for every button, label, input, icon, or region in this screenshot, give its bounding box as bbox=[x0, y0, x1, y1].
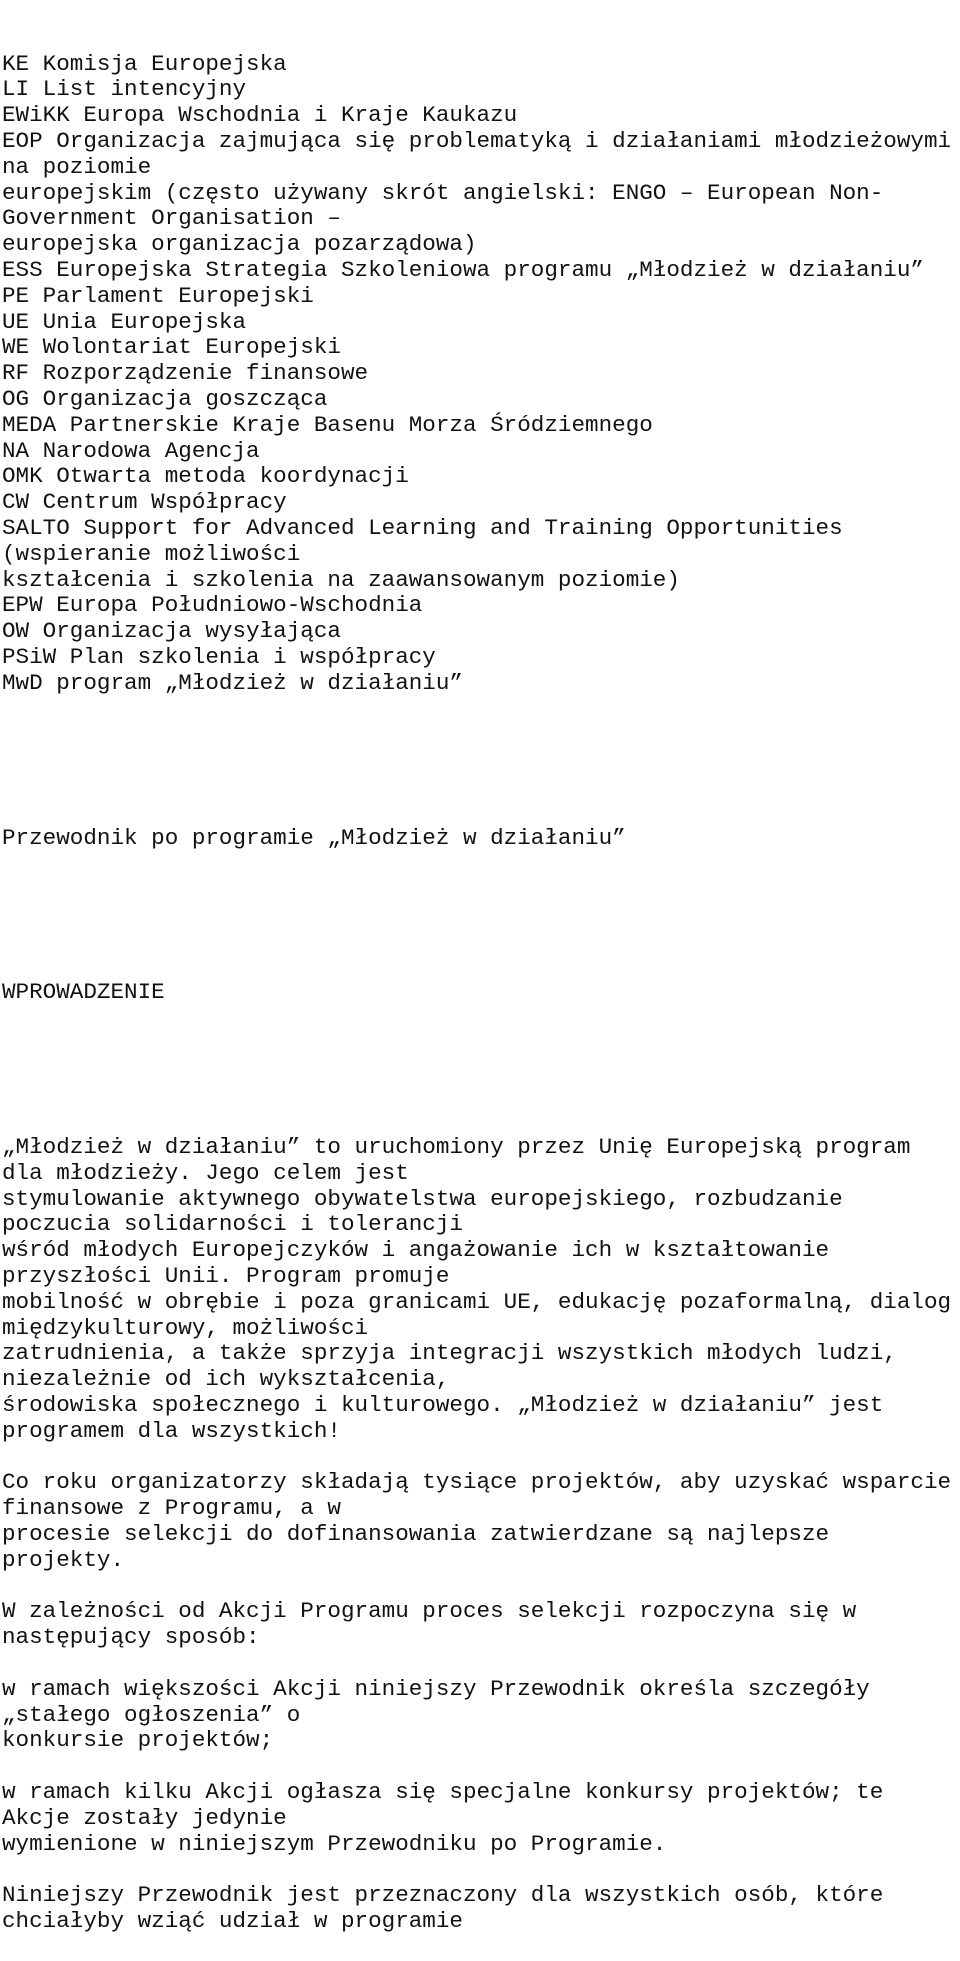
guide-title: Przewodnik po programie „Młodzież w działaniu” bbox=[2, 824, 626, 851]
blank-line bbox=[2, 1058, 958, 1084]
abbreviation-line: (wspieranie możliwości bbox=[2, 540, 301, 567]
abbreviation-line: europejska organizacja pozarządowa) bbox=[2, 231, 477, 258]
paragraph-line: Niniejszy Przewodnik jest przeznaczony dla wszystkich osób, które bbox=[2, 1882, 884, 1909]
abbreviation-line: EWiKK Europa Wschodnia i Kraje Kaukazu bbox=[2, 102, 518, 129]
paragraph-line: konkursie projektów; bbox=[2, 1727, 274, 1754]
paragraph-line: niezależnie od ich wykształcenia, bbox=[2, 1366, 450, 1393]
paragraph-line: Co roku organizatorzy składają tysiące projektów, aby uzyskać wsparcie bbox=[2, 1469, 952, 1496]
abbreviation-line: RF Rozporządzenie finansowe bbox=[2, 360, 369, 387]
abbreviation-list bbox=[2, 52, 958, 697]
blank-line bbox=[2, 1857, 958, 1883]
abbreviation-line: NA Narodowa Agencja bbox=[2, 437, 260, 464]
abbreviation-line: OMK Otwarta metoda koordynacji bbox=[2, 463, 409, 490]
paragraph-line: międzykulturowy, możliwości bbox=[2, 1314, 369, 1341]
abbreviation-line: OG Organizacja goszcząca bbox=[2, 385, 328, 412]
paragraph-line: dla młodzieży. Jego celem jest bbox=[2, 1159, 409, 1186]
paragraph-line: w ramach kilku Akcji ogłasza się specjalne konkursy projektów; te bbox=[2, 1778, 884, 1805]
paragraph-line: w ramach większości Akcji niniejszy Przewodnik określa szczegóły bbox=[2, 1675, 870, 1702]
paragraph bbox=[2, 1599, 958, 1651]
paragraph-line: wśród młodych Europejczyków i angażowanie ich w kształtowanie bbox=[2, 1237, 830, 1264]
paragraph-line: następujący sposób: bbox=[2, 1624, 260, 1651]
paragraph-line: środowiska społecznego i kulturowego. „Młodzież w działaniu” jest bbox=[2, 1392, 884, 1419]
paragraph-line: przyszłości Unii. Program promuje bbox=[2, 1263, 450, 1290]
paragraph-line: W zależności od Akcji Programu proces selekcji rozpoczyna się w bbox=[2, 1598, 857, 1625]
blank-line bbox=[2, 903, 958, 929]
paragraph-container bbox=[2, 1135, 958, 1935]
paragraph bbox=[2, 1780, 958, 1857]
abbreviation-line: ESS Europejska Strategia Szkoleniowa programu „Młodzież w działaniu” bbox=[2, 256, 924, 283]
paragraph-line: finansowe z Programu, a w bbox=[2, 1495, 341, 1522]
abbreviation-line: SALTO Support for Advanced Learning and Training Opportunities bbox=[2, 514, 843, 541]
abbreviation-line: MEDA Partnerskie Kraje Basenu Morza Śródziemnego bbox=[2, 411, 653, 438]
paragraph-line: chciałyby wziąć udział w programie bbox=[2, 1907, 463, 1934]
abbreviation-line: WE Wolontariat Europejski bbox=[2, 334, 341, 361]
paragraph-line: projekty. bbox=[2, 1546, 125, 1573]
abbreviation-line: kształcenia i szkolenia na zaawansowanym poziomie) bbox=[2, 566, 680, 593]
abbreviation-line: Government Organisation – bbox=[2, 205, 341, 232]
abbreviation-line: MwD program „Młodzież w działaniu” bbox=[2, 669, 463, 696]
paragraph-line: procesie selekcji do dofinansowania zatwierdzane są najlepsze bbox=[2, 1521, 830, 1548]
paragraph bbox=[2, 1135, 958, 1445]
blank-line bbox=[2, 1754, 958, 1780]
paragraph bbox=[2, 1883, 958, 1935]
abbreviation-line: KE Komisja Europejska bbox=[2, 50, 287, 77]
section-heading: WPROWADZENIE bbox=[2, 979, 165, 1006]
blank-line bbox=[2, 1651, 958, 1677]
abbreviation-line: LI List intencyjny bbox=[2, 76, 247, 103]
paragraph-line: stymulowanie aktywnego obywatelstwa europejskiego, rozbudzanie bbox=[2, 1185, 843, 1212]
blank-line bbox=[2, 1574, 958, 1600]
abbreviation-line: PSiW Plan szkolenia i współpracy bbox=[2, 643, 436, 670]
document-body bbox=[2, 0, 958, 1961]
paragraph-line: programem dla wszystkich! bbox=[2, 1417, 341, 1444]
paragraph-line: mobilność w obrębie i poza granicami UE, edukację pozaformalną, dialog bbox=[2, 1288, 952, 1315]
abbreviation-line: OW Organizacja wysyłająca bbox=[2, 618, 341, 645]
paragraph-line: Akcje zostały jedynie bbox=[2, 1804, 287, 1831]
abbreviation-line: europejskim (często używany skrót angielski: ENGO – European Non- bbox=[2, 179, 884, 206]
paragraph-line: „Młodzież w działaniu” to uruchomiony przez Unię Europejską program bbox=[2, 1134, 911, 1161]
paragraph-line: wymienione w niniejszym Przewodniku po Programie. bbox=[2, 1830, 667, 1857]
abbreviation-line: UE Unia Europejska bbox=[2, 308, 247, 335]
abbreviation-line: CW Centrum Współpracy bbox=[2, 489, 287, 516]
blank-line bbox=[2, 748, 958, 774]
abbreviation-line: EOP Organizacja zajmująca się problematyką i działaniami młodzieżowymi bbox=[2, 127, 952, 154]
paragraph-line: poczucia solidarności i tolerancji bbox=[2, 1211, 463, 1238]
paragraph-line: zatrudnienia, a także sprzyja integracji wszystkich młodych ludzi, bbox=[2, 1340, 897, 1367]
abbreviation-line: PE Parlament Europejski bbox=[2, 282, 314, 309]
abbreviation-line: na poziomie bbox=[2, 153, 152, 180]
abbreviation-line: EPW Europa Południowo-Wschodnia bbox=[2, 592, 423, 619]
paragraph-line: „stałego ogłoszenia” o bbox=[2, 1701, 301, 1728]
paragraph bbox=[2, 1470, 958, 1573]
blank-line bbox=[2, 1445, 958, 1471]
paragraph bbox=[2, 1677, 958, 1754]
